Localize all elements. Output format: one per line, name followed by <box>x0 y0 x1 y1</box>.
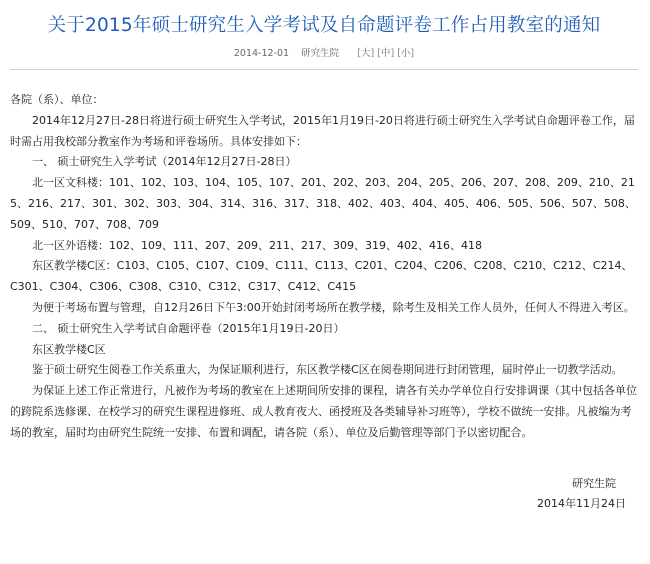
font-size-large-link[interactable]: 大 <box>360 48 371 59</box>
salutation: 各院（系）、单位： <box>10 93 104 106</box>
font-size-medium-link[interactable]: 中 <box>380 48 391 59</box>
article-body <box>10 90 638 444</box>
signature-date: 2014年11月24日 <box>537 497 626 511</box>
paragraph-grading-closure: 鉴于硕士研究生阅卷工作关系重大，为保证顺利进行，东区教学楼C区在阅卷期间进行封闭管理，届时停止一切教学活动。 <box>32 363 623 377</box>
article-meta: 2014-12-01 研究生院 [大] [中] [小] <box>233 48 415 59</box>
paragraph-intro: 2014年12月27日-28日将进行硕士研究生入学考试，2015年1月19日-20日将进行硕士研究生入学考试自命题评卷工作，届时需占用我校部分教室作为考场和评卷场所。具体安排如下： <box>10 113 635 148</box>
room-list-north-liberal-arts: 北一区文科楼：101、102、103、104、105、107、201、202、203、204、205、206、207、208、209、210、215、216、217、301、302、303、304、314、316、317、318、402、403、404、405、406、505、506、507、508、509、510、707、708、709 <box>10 176 636 231</box>
room-list-north-foreign-languages: 北一区外语楼：102、109、111、207、209、211、217、309、319、402、416、418 <box>32 238 482 252</box>
article-source: 研究生院 <box>301 48 340 59</box>
grading-location: 东区教学楼C区 <box>32 342 106 356</box>
paragraph-closure-notice: 为便于考场布置与管理，自12月26日下午3:00开始封闭考场所在教学楼，除考生及相关工作人员外，任何人不得进入考区。 <box>32 300 635 314</box>
title-divider <box>10 69 638 70</box>
section-heading-exam: 一、 硕士研究生入学考试（2014年12月27日-28日） <box>32 155 297 169</box>
publish-date: 2014-12-01 <box>233 48 290 59</box>
font-size-small-link[interactable]: 小 <box>400 48 411 59</box>
signature-block <box>10 474 638 516</box>
article-title: 关于2015年硕士研究生入学考试及自命题评卷工作占用教室的通知 <box>47 15 601 36</box>
paragraph-course-arrangement: 为保证上述工作正常进行，凡被作为考场的教室在上述期间所安排的课程，请各有关办学单位自行安排调课（其中包括各单位的跨院系选修课、在校学习的研究生课程进修班、成人教育夜大、函授班及各类辅导补习班等），学校不做统一安排。凡被编为考场的教室，届时均由研究生院统一安排、布置和调配，请各院（系）、单位及后勤管理等部门予以密切配合。 <box>10 384 637 439</box>
signature-org: 研究生院 <box>572 476 616 490</box>
room-list-east-building-c: 东区教学楼C区：C103、C105、C107、C109、C111、C113、C201、C204、C206、C208、C210、C212、C214、C301、C304、C306、C308、C310、C312、C317、C412、C415 <box>10 259 633 294</box>
section-heading-grading: 二、 硕士研究生入学考试自命题评卷（2015年1月19日-20日） <box>32 321 345 335</box>
